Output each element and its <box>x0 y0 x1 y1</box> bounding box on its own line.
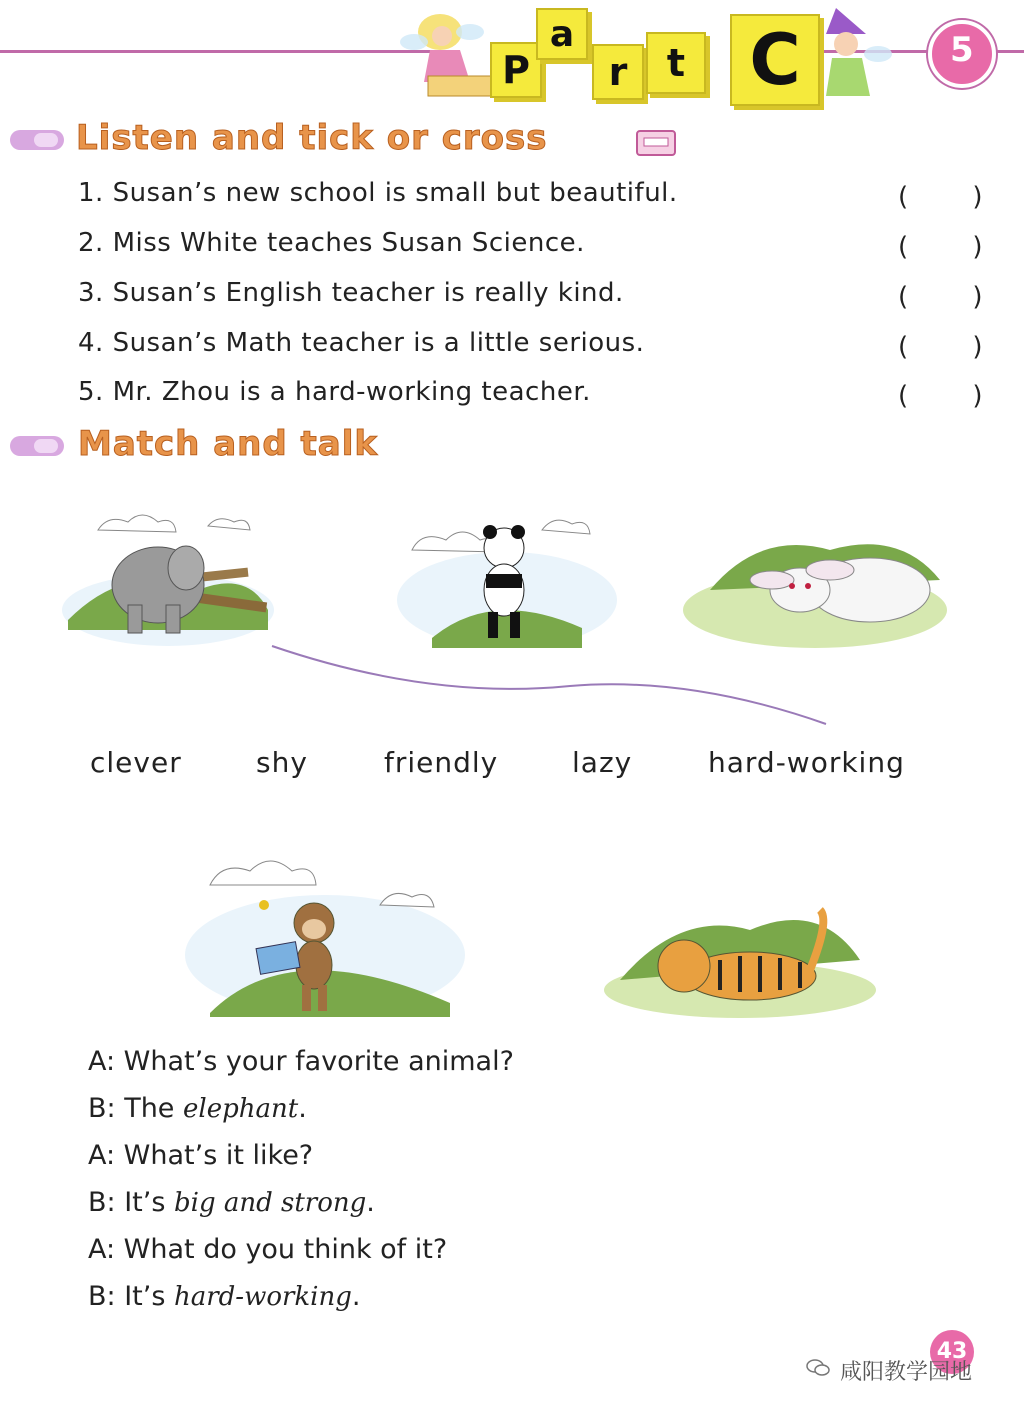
dialog-line <box>88 1234 447 1265</box>
part-letter-block: a <box>536 8 588 60</box>
unit-number-badge <box>928 20 996 88</box>
dialog-text: A: What do you think of it? <box>88 1234 448 1265</box>
cassette-icon <box>636 130 676 156</box>
dialog-line <box>88 1281 360 1312</box>
section-title-listen: Listen and tick or cross <box>76 118 548 158</box>
answer-blank[interactable]: ( ) <box>898 282 1011 312</box>
elephant-picture[interactable] <box>58 490 278 650</box>
dialog-text: A: What’s your favorite animal? <box>88 1046 514 1077</box>
section-bullet-icon <box>10 436 64 456</box>
answer-blank[interactable]: ( ) <box>898 232 1011 262</box>
exercise-item-text: 2. Miss White teaches Susan Science. <box>78 228 585 258</box>
word-option[interactable]: shy <box>256 746 308 779</box>
dialog-text: A: What’s it like? <box>88 1140 314 1171</box>
answer-blank[interactable]: ( ) <box>898 332 1011 362</box>
part-letter-block: r <box>592 44 644 100</box>
tiger-picture[interactable] <box>600 900 880 1020</box>
dialog-text: B: It’s <box>88 1187 174 1218</box>
word-option[interactable]: lazy <box>572 746 633 779</box>
monkey-picture[interactable] <box>180 835 470 1025</box>
dialog-text: B: It’s <box>88 1281 174 1312</box>
section-bullet-icon <box>10 130 64 150</box>
part-letter-block: C <box>730 14 820 106</box>
header-rule-left <box>0 50 440 53</box>
exercise-item-text: 5. Mr. Zhou is a hard-working teacher. <box>78 377 591 407</box>
watermark-text: 咸阳教学园地 <box>840 1360 973 1385</box>
fairy-illustration-right <box>806 4 896 114</box>
panda-picture[interactable] <box>392 490 622 650</box>
answer-blank[interactable]: ( ) <box>898 182 1011 212</box>
dialog-text: . <box>351 1281 361 1312</box>
unit-number: 5 <box>950 30 974 70</box>
exercise-item-text: 1. Susan’s new school is small but beautiful. <box>78 178 678 208</box>
part-letter-block: t <box>646 32 706 94</box>
dialog-line <box>88 1140 313 1171</box>
dialog-line <box>88 1187 375 1218</box>
dialog-italic: big and strong <box>173 1188 367 1218</box>
rabbit-picture[interactable] <box>680 520 950 650</box>
dialog-italic: elephant <box>183 1094 299 1124</box>
page-number: 43 <box>930 1330 974 1374</box>
part-letter-block: P <box>490 42 542 98</box>
dialog-italic: hard-working <box>173 1282 352 1312</box>
match-line <box>270 640 840 740</box>
dialog-line <box>88 1093 307 1124</box>
word-option[interactable]: friendly <box>384 746 499 779</box>
dialog-text: . <box>298 1093 307 1124</box>
dialog-text: B: The <box>88 1093 184 1124</box>
section-title-match: Match and talk <box>78 424 379 464</box>
wechat-icon <box>806 1358 830 1378</box>
dialog-text: . <box>366 1187 375 1218</box>
word-option[interactable]: hard-working <box>708 746 905 779</box>
answer-blank[interactable]: ( ) <box>898 381 1011 411</box>
dialog-line <box>88 1046 514 1077</box>
word-option[interactable]: clever <box>90 746 182 779</box>
exercise-item-text: 3. Susan’s English teacher is really kind. <box>78 278 624 308</box>
exercise-item-text: 4. Susan’s Math teacher is a little serious. <box>78 328 645 358</box>
